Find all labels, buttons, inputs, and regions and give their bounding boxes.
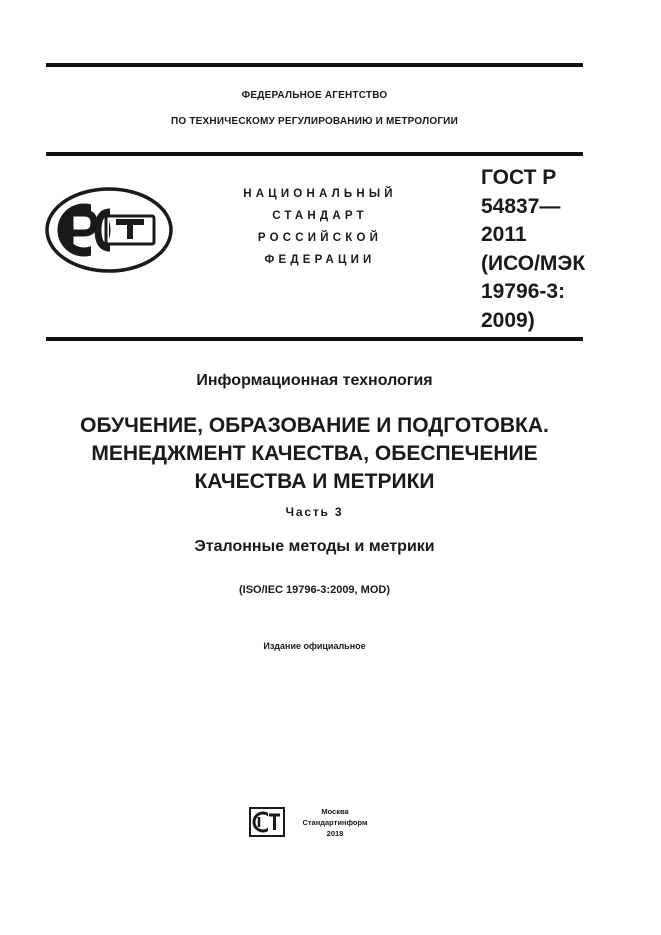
document-title-line-1: ОБУЧЕНИЕ, ОБРАЗОВАНИЕ И ПОДГОТОВКА. [80,414,549,437]
national-standard-line-3: РОССИЙСКОЙ [257,232,383,244]
document-title-line-3: КАЧЕСТВА И МЕТРИКИ [194,470,435,493]
standard-number-line-4: (ИСО/МЭК [481,251,586,275]
agency-line-1: ФЕДЕРАЛЬНОЕ АГЕНТСТВО [241,90,388,101]
national-standard-line-2: СТАНДАРТ [272,210,368,222]
standard-number [481,164,601,335]
gost-r-logo-icon [44,186,174,274]
standartinform-logo-icon [249,807,285,837]
standard-number-line-1: ГОСТ Р [481,166,557,189]
publisher-name: Стандартинформ [302,818,368,827]
part-title: Эталонные методы и метрики [194,538,435,555]
national-standard-line-4: ФЕДЕРАЦИИ [264,254,376,266]
header-rule [46,152,583,156]
document-title-line-2: МЕНЕДЖМЕНТ КАЧЕСТВА, ОБЕСПЕЧЕНИЕ [91,442,538,465]
standard-number-line-6: 2009) [481,308,535,332]
top-rule [46,63,583,67]
body-rule [46,337,583,341]
document-subtitle: Информационная технология [196,372,433,389]
publisher-year: 2018 [326,829,344,838]
part-label: Часть 3 [285,505,344,519]
national-standard-label [215,183,425,271]
agency-line-2: ПО ТЕХНИЧЕСКОМУ РЕГУЛИРОВАНИЮ И МЕТРОЛОГИИ [171,116,458,127]
edition-label: Издание официальное [263,641,366,651]
standard-number-line-5: 19796-3: [481,280,566,303]
standard-number-line-3: 2011 [481,223,527,246]
national-standard-line-1: НАЦИОНАЛЬНЫЙ [243,188,397,200]
standard-number-line-2: 54837— [481,194,561,218]
publisher-city: Москва [321,807,349,816]
publisher-info [290,806,380,839]
iso-reference: (ISO/IEC 19796-3:2009, MOD) [238,584,390,596]
document-title [46,412,583,496]
